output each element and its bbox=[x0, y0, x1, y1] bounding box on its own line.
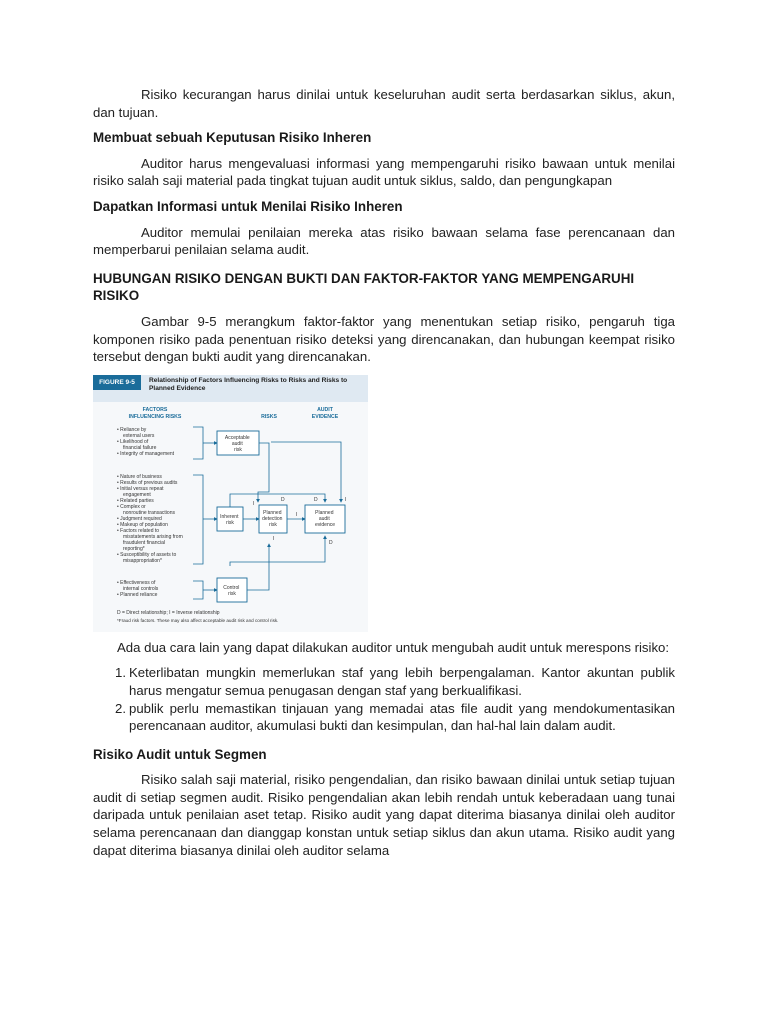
paragraph-segment-risk: Risiko salah saji material, risiko pengendalian, dan risiko bawaan dinilai untuk setiap tujuan audit di setiap segmen audit. Risiko pengendalian akan lebih rendah untuk keberadaan uang tunai daripada untuk penilaian aset tetap. Risiko audit yang dapat diterima biasanya dinilai oleh auditor selama perencanaan dan dianggap konstan untuk setiap siklus dan akun utama. Risiko audit yang dapat diterima biasanya dinilai oleh auditor selama bbox=[93, 772, 675, 858]
factors-group-audit-risk: • Reliance by external users • Likelihood of financial failure • Integrity of management bbox=[117, 426, 175, 457]
heading-inherent-risk-decision: Membuat sebuah Keputusan Risiko Inheren bbox=[93, 130, 372, 146]
col-risks: RISKS bbox=[261, 413, 277, 420]
col-factors-line1: FACTORS bbox=[142, 406, 168, 413]
paragraph-planning-phase: Auditor memulai penilaian mereka atas risiko bawaan selama fase perencanaan dan memperbarui penilaian selama audit. bbox=[93, 224, 675, 258]
figure-legend: D = Direct relationship; I = Inverse relationship bbox=[117, 609, 220, 616]
figure-9-5 bbox=[93, 375, 368, 632]
figure-header bbox=[93, 375, 368, 402]
factors-group-control-risk: • Effectiveness of internal controls • Planned reliance bbox=[117, 579, 159, 598]
svg-text:I: I bbox=[296, 511, 298, 518]
paragraph-evaluate-information: Auditor harus mengevaluasi informasi yang mempengaruhi risiko bawaan untuk menilai risiko salah saji material pada tingkat tujuan audit untuk siklus, saldo, dan pengungkapan bbox=[93, 155, 675, 189]
heading-obtain-information: Dapatkan Informasi untuk Menilai Risiko Inheren bbox=[93, 198, 403, 214]
figure-diagram bbox=[93, 402, 368, 632]
svg-text:Control risk: Control risk bbox=[223, 584, 240, 597]
col-evidence-line1: AUDIT bbox=[317, 406, 333, 413]
document-body bbox=[93, 86, 675, 859]
svg-text:D: D bbox=[281, 496, 285, 503]
svg-text:Planned detection: Planned detection risk bbox=[262, 509, 283, 528]
svg-text:I: I bbox=[345, 496, 347, 503]
factors-group-inherent-risk: • Nature of business • Results of previous audits • Initial versus repeat engagement • Related parties • Complex or nonroutine transactions • Judgment required • Makeup of population • Factors related to misstatements arising from fraudulent financial reporting* • Susceptibility of assets to misappropriation* bbox=[117, 473, 183, 564]
paragraph-fraud-risk: Risiko kecurangan harus dinilai untuk keseluruhan audit serta berdasarkan siklus, akun, dan tujuan. bbox=[93, 87, 675, 120]
list-item: 1. Keterlibatan mungkin memerlukan staf yang lebih berpengalaman. Kantor akuntan publik harus mengatur semua penugasan dengan staf yang berkualifikasi. bbox=[115, 665, 675, 698]
figure-title: Relationship of Factors Influencing Risks to Risks and Risks to Planned Evidence bbox=[149, 376, 348, 392]
list-item: 2. publik perlu memastikan tinjauan yang memadai atas file audit yang mendokumentasikan perencanaan auditor, akumulasi bukti dan kesimpulan, dan hal-hal lain dalam audit. bbox=[115, 700, 675, 734]
response-list bbox=[93, 664, 675, 734]
svg-text:I: I bbox=[273, 535, 275, 542]
figure-footnote: *Fraud risk factors. These may also affect acceptable audit risk and control risk. bbox=[117, 617, 279, 623]
svg-text:Inherent risk: Inherent risk bbox=[220, 513, 239, 526]
svg-text:I: I bbox=[253, 500, 255, 507]
col-evidence-line2: EVIDENCE bbox=[311, 413, 339, 420]
svg-text:Acceptable audit: Acceptable audit risk bbox=[224, 434, 250, 453]
svg-text:Planned audit: Planned audit evidence bbox=[314, 509, 336, 528]
svg-text:D: D bbox=[329, 539, 333, 546]
paragraph-two-other-ways: Ada dua cara lain yang dapat dilakukan auditor untuk mengubah audit untuk merespons risiko: bbox=[117, 639, 670, 655]
heading-risk-evidence-relationship: HUBUNGAN RISIKO DENGAN BUKTI DAN FAKTOR-FAKTOR YANG MEMPENGARUHI RISIKO bbox=[93, 270, 635, 304]
paragraph-figure-summary: Gambar 9-5 merangkum faktor-faktor yang menentukan setiap risiko, pengaruh tiga komponen risiko pada penentuan risiko deteksi yang direncanakan, dan hubungan keempat risiko tersebut dengan bukti audit yang direncanakan. bbox=[93, 313, 675, 365]
col-factors-line2: INFLUENCING RISKS bbox=[128, 413, 182, 420]
risk-diagram bbox=[93, 402, 368, 632]
svg-text:D: D bbox=[314, 496, 318, 503]
heading-segment-audit-risk: Risiko Audit untuk Segmen bbox=[93, 746, 267, 762]
figure-tag: FIGURE 9-5 bbox=[93, 375, 141, 390]
